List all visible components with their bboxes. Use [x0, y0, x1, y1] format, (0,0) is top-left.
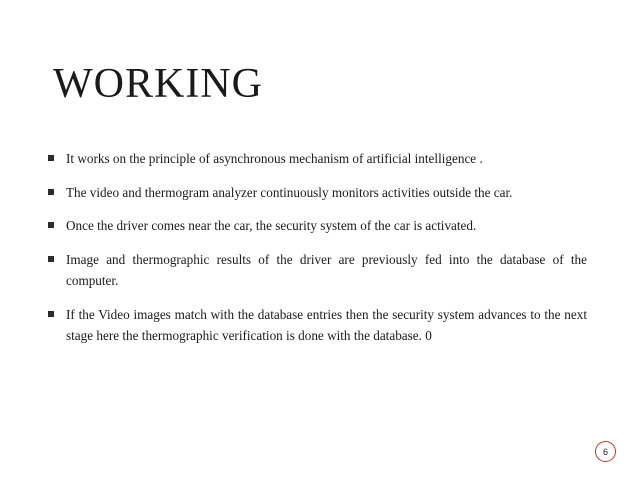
bullet-item: [47, 249, 587, 292]
bullet-item: [47, 304, 587, 347]
bullet-text: If the Video images match with the database entries then the security system advances to the next stage here the thermographic verification is done with the database. 0: [66, 306, 587, 343]
square-bullet-icon: [48, 189, 54, 195]
square-bullet-icon: [48, 222, 54, 228]
bullet-text: Once the driver comes near the car, the security system of the car is activated.: [66, 218, 477, 233]
square-bullet-icon: [48, 256, 54, 262]
bullet-text: Image and thermographic results of the driver are previously fed into the database of the computer.: [66, 251, 587, 288]
bullet-list: [47, 148, 587, 359]
bullet-text: It works on the principle of asynchronous mechanism of artificial intelligence .: [66, 151, 483, 166]
square-bullet-icon: [48, 155, 54, 161]
bullet-item: [47, 215, 587, 237]
slide-title: WORKING: [53, 61, 263, 107]
bullet-item: [47, 148, 587, 170]
page-number-badge: 6: [595, 441, 616, 462]
square-bullet-icon: [48, 311, 54, 317]
bullet-item: [47, 182, 587, 204]
bullet-text: The video and thermogram analyzer continuously monitors activities outside the car.: [66, 184, 513, 200]
